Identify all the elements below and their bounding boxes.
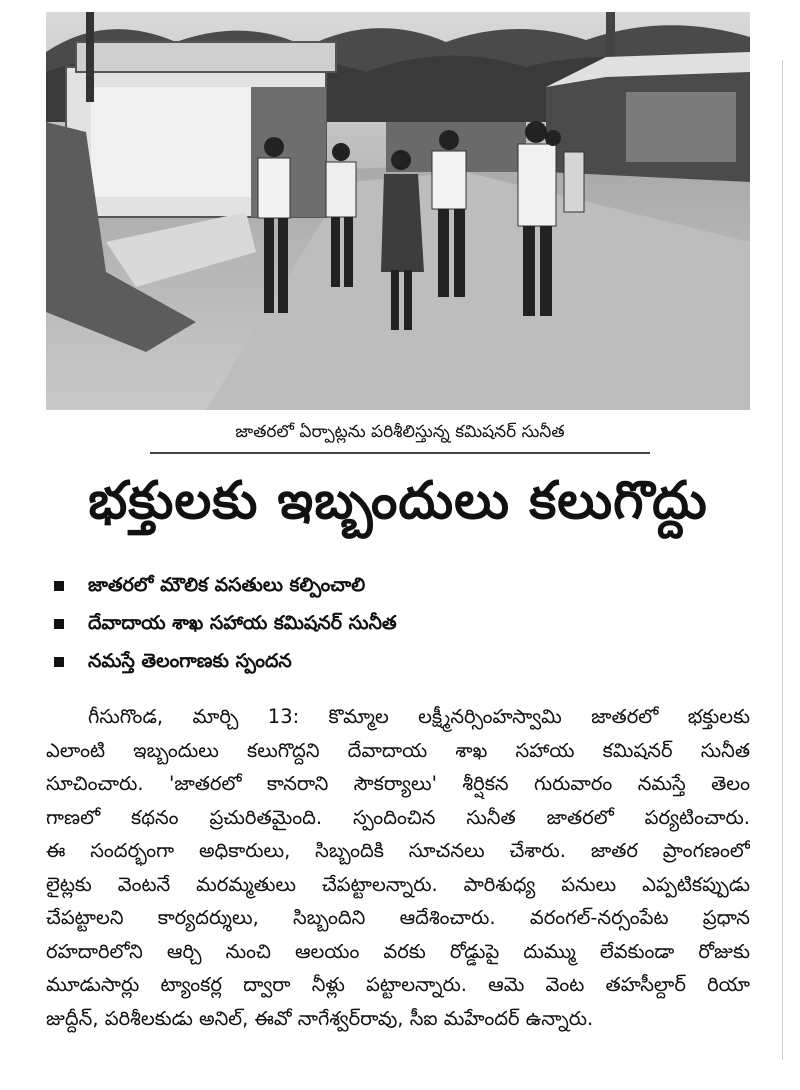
body-line: గీసుగొండ, మార్చి 13: కొమ్మాల లక్ష్మీనర్సింహస్వామి జాతరలో భక్తులకు [88, 705, 750, 728]
body-line: చేపట్టాలని కార్యదర్శులు, సిబ్బందిని ఆదేశించారు. వరంగల్-నర్సంపేట ప్రధాన [46, 906, 750, 929]
article-body [46, 700, 750, 1035]
body-line: మూడుసార్లు ట్యాంకర్ల ద్వారా నీళ్లు పట్టాలన్నారు. ఆమె వెంట తహసీల్దార్ రియా [46, 973, 750, 996]
photo-people-walking-at-fair-icon [46, 12, 750, 410]
bullet-square-icon [54, 619, 64, 629]
body-line: ఈ సందర్భంగా అధికారులు, సిబ్బందికి సూచనలు చేశారు. జాతర ప్రాంగణంలో [46, 839, 750, 862]
body-line: లైట్లకు వెంటనే మరమ్మతులు చేపట్టాలన్నారు. పారిశుధ్య పనులు ఎప్పటికప్పుడు [46, 872, 750, 896]
headline: భక్తులకు ఇబ్బందులు కలుగొద్దు [88, 470, 708, 531]
body-line: సూచించారు. 'జాతరలో కానరాని సౌకర్యాలు' శీర్షికన గురువారం నమస్తే తెలం [46, 772, 750, 795]
highlights-list [54, 568, 744, 682]
bullet-square-icon [54, 581, 64, 591]
highlight-item: దేవాదాయ శాఖ సహాయ కమిషనర్ సునీత [54, 606, 744, 644]
photo-caption: జాతరలో ఏర్పాట్లను పరిశీలిస్తున్న కమిషనర్ సునీత [150, 422, 650, 454]
body-line: రహదారిలోని ఆర్చి నుంచి ఆలయం వరకు రోడ్డుపై దుమ్ము లేవకుండా రోజుకు [46, 939, 750, 963]
bullet-square-icon [54, 657, 64, 667]
body-line: జుద్దీన్, పరిశీలకుడు అనిల్, ఈవో నాగేశ్వర్‌రావు, సీఐ మహేందర్ ఉన్నారు. [46, 1006, 594, 1030]
column-rule [782, 60, 783, 1060]
news-photo [46, 12, 750, 410]
body-line: గాణలో కథనం ప్రచురితమైంది. స్పందించిన సునీత జాతరలో పర్యటించారు. [46, 805, 750, 829]
body-line: ఎలాంటి ఇబ్బందులు కలుగొద్దని దేవాదాయ శాఖ సహాయ కమిషనర్ సునీత [46, 738, 750, 762]
highlight-item: నమస్తే తెలంగాణకు స్పందన [54, 644, 744, 682]
highlight-item: జాతరలో మౌలిక వసతులు కల్పించాలి [54, 568, 744, 606]
